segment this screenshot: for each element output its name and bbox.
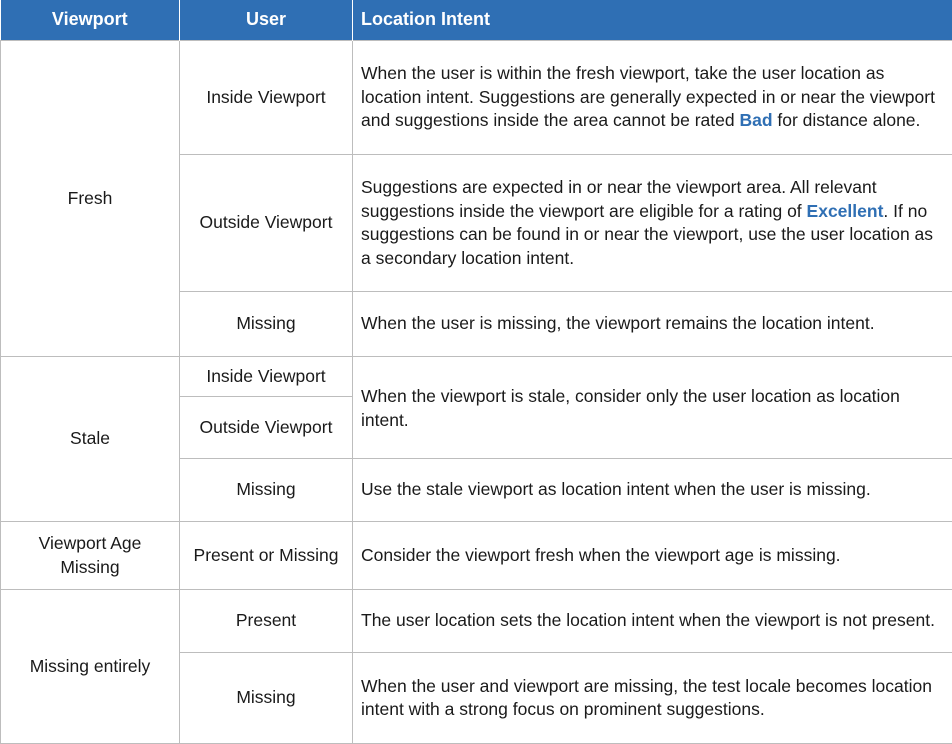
intent-cell: When the user is missing, the viewport remains the location intent. [353,292,952,357]
table-row [1,522,952,590]
intent-text: When the user is within the fresh viewport, take the user location as location intent. Suggestions are generally expected in or near the viewport and suggestions inside the area cannot be rated [361,63,935,130]
header-location-intent: Location Intent [353,0,952,41]
table-row [1,590,952,653]
intent-cell [353,41,952,155]
intent-cell [353,155,952,292]
intent-cell: The user location sets the location intent when the viewport is not present. [353,590,952,653]
viewport-cell-age-missing: Viewport Age Missing [1,522,180,590]
user-cell: Missing [180,653,353,744]
header-user: User [180,0,353,41]
intent-text: for distance alone. [773,110,921,130]
intent-cell: Consider the viewport fresh when the viewport age is missing. [353,522,952,590]
rating-highlight-excellent: Excellent [807,201,884,221]
user-cell: Outside Viewport [180,155,353,292]
intent-cell: When the user and viewport are missing, the test locale becomes location intent with a strong focus on prominent suggestions. [353,653,952,744]
user-cell: Present [180,590,353,653]
intent-text: Suggestions are expected in or near the viewport area. All relevant suggestions inside the viewport are eligible for a rating of [361,177,877,221]
viewport-cell-missing-entirely: Missing entirely [1,590,180,744]
user-cell: Outside Viewport [180,397,353,459]
viewport-cell-stale: Stale [1,357,180,522]
table-row [1,41,952,155]
header-row [1,0,952,41]
user-cell: Inside Viewport [180,41,353,155]
viewport-cell-fresh: Fresh [1,41,180,357]
intent-text: . If no suggestions can be found in or near the viewport, use the user location as a secondary location intent. [361,201,933,268]
intent-cell: When the viewport is stale, consider only the user location as location intent. [353,357,952,459]
user-cell: Present or Missing [180,522,353,590]
intent-cell: Use the stale viewport as location intent when the user is missing. [353,459,952,522]
user-cell: Missing [180,292,353,357]
user-cell: Missing [180,459,353,522]
header-viewport: Viewport [1,0,180,41]
table-row [1,357,952,397]
rating-highlight-bad: Bad [739,110,772,130]
user-cell: Inside Viewport [180,357,353,397]
